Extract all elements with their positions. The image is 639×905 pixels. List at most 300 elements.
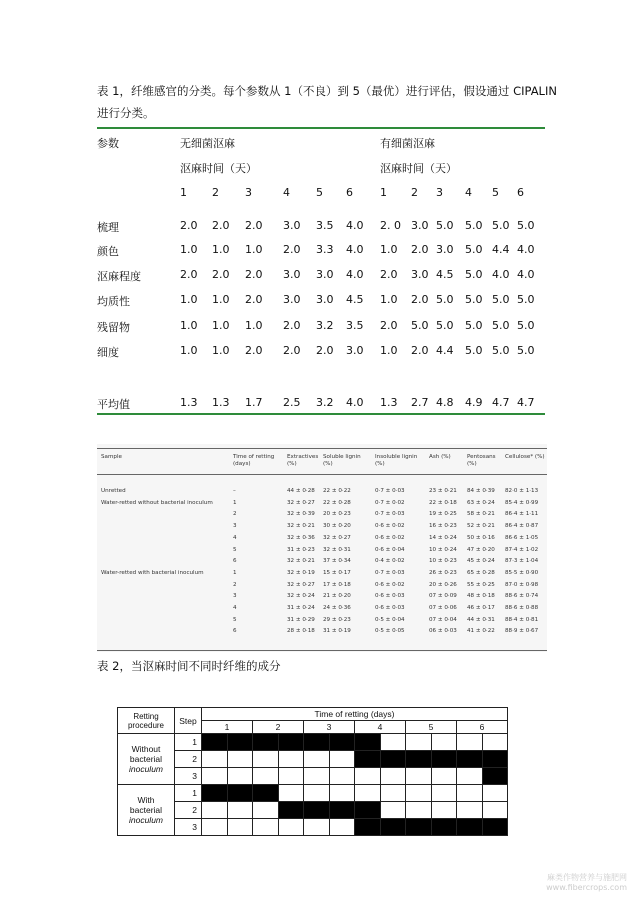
table2-time: – [233,488,236,494]
retting-cell-empty [482,802,508,819]
day-header: 2 [253,721,304,734]
retting-cell-empty [278,768,304,785]
cell-with: 5.0 [465,219,483,232]
retting-cell-empty [380,785,406,802]
cell-with: 5.0 [517,319,535,332]
retting-cell-empty [457,734,483,751]
day-header: 6 [346,186,353,199]
retting-time-label-1: 沤麻时间（天） [180,162,257,175]
step-number: 1 [175,734,202,751]
table2-cell: 87·4 ± 1·02 [505,546,539,553]
retting-cell-filled [304,734,330,751]
mean-without: 1.3 [212,396,230,409]
cell-without: 3.5 [316,219,334,232]
table2-cell: 0·6 ± 0·02 [375,523,405,530]
table2-header: Ash (%) [429,454,451,460]
table2-cell: 37 ± 0·34 [323,558,351,565]
table2-cell: 32 ± 0·27 [287,581,315,588]
table2-cell: 30 ± 0·20 [323,523,351,530]
table2-cell: 32 ± 0·21 [287,523,315,530]
mean-without: 2.5 [283,396,301,409]
mean-with: 4.7 [517,396,535,409]
table2-cell: 31 ± 0·19 [323,628,351,635]
table2-cell: 44 ± 0·31 [467,616,495,623]
cell-without: 2.0 [180,268,198,281]
table2-cell: 26 ± 0·23 [429,569,457,576]
cell-without: 1.0 [180,243,198,256]
table2-cell: 29 ± 0·23 [323,616,351,623]
row-label: 梳理 [97,221,119,234]
day-header: 1 [202,721,253,734]
table2-cell: 07 ± 0·09 [429,593,457,600]
retting-cell-empty [380,802,406,819]
table2-cell: 19 ± 0·25 [429,511,457,518]
table2-cell: 58 ± 0·21 [467,511,495,518]
cell-without: 1.0 [180,319,198,332]
retting-cell-empty [406,734,432,751]
day-header: 4 [283,186,290,199]
cell-with: 2.0 [411,243,429,256]
cell-without: 3.0 [283,293,301,306]
table2-cell: 21 ± 0·20 [323,593,351,600]
cell-with: 5.0 [465,243,483,256]
table2-cell: 0·7 ± 0·03 [375,569,405,576]
table2-cell: 50 ± 0·16 [467,534,495,541]
retting-cell-filled [380,819,406,836]
table2-label: 表 2，当沤麻时间不同时纤维的成分 [97,659,281,673]
retting-cell-filled [482,768,508,785]
cell-without: 2.0 [283,243,301,256]
cell-without: 2.0 [283,319,301,332]
retting-cell-filled [278,734,304,751]
table2-cell: 0·6 ± 0·03 [375,605,405,611]
cell-with: 2.0 [380,268,398,281]
cell-with: 4.4 [436,344,454,357]
cell-without: 3.0 [316,293,334,306]
table2-time: 3 [233,523,237,530]
table2-cell: 32 ± 0·31 [323,546,351,553]
table2-header: Pentosans (%) [467,454,496,467]
table1-bottom-rule [97,413,545,415]
table2-cell: 48 ± 0·18 [467,593,495,600]
cell-with: 4.5 [436,268,454,281]
cell-with: 5.0 [465,344,483,357]
cell-without: 3.0 [283,219,301,232]
procedure-label-line: bacterial [129,754,163,764]
table2-sample: Water-retted without bacterial inoculum [101,499,213,506]
cell-without: 1.0 [245,243,263,256]
table2-cell: 20 ± 0·23 [323,511,351,518]
cell-without: 2.0 [316,344,334,357]
procedure-label-line: inoculum [128,764,164,774]
table2-cell: 22 ± 0·18 [429,499,457,506]
table2-cell: 44 ± 0·28 [287,488,315,494]
retting-cell-empty [482,785,508,802]
row-label: 颜色 [97,245,119,258]
table2-cell: 47 ± 0·20 [467,546,495,553]
retting-cell-empty [304,751,330,768]
table2-cell: 0·6 ± 0·04 [375,546,405,553]
table2-time: 4 [233,605,237,611]
table2-cell: 45 ± 0·24 [467,558,495,565]
table2-time: 1 [233,569,237,576]
table2-time: 2 [233,581,237,588]
table2-header: Sample [101,454,122,460]
retting-cell-filled [457,751,483,768]
table2-header-rule [97,474,547,475]
day-header: 1 [180,186,187,199]
cell-without: 2.0 [245,344,263,357]
retting-cell-empty [278,819,304,836]
retting-cell-filled [304,802,330,819]
retting-cell-filled [329,734,355,751]
mean-label: 平均值 [97,398,130,411]
retting-cell-filled [457,819,483,836]
table2-cell: 10 ± 0·23 [429,558,457,565]
cell-with: 5.0 [436,319,454,332]
row-label: 均质性 [97,295,130,308]
retting-cell-empty [457,768,483,785]
day-header: 2 [212,186,219,199]
cell-with: 5.0 [436,293,454,306]
retting-cell-filled [355,734,381,751]
table2-header: Extractives (%) [287,454,319,467]
retting-cell-filled [406,819,432,836]
retting-cell-empty [329,785,355,802]
day-header: 6 [517,186,524,199]
day-header: 3 [304,721,355,734]
table2-cell: 86·6 ± 1·05 [505,534,539,541]
cell-without: 1.0 [212,319,230,332]
table2-cell: 22 ± 0·22 [323,488,351,494]
retting-procedure-header: Retting procedure [118,708,175,734]
retting-cell-empty [304,819,330,836]
cell-with: 5.0 [465,319,483,332]
table2-cell: 88·4 ± 0·81 [505,616,539,623]
table2-header: Time of retting (days) [233,454,275,467]
day-header: 2 [411,186,418,199]
group-with-bacteria: 有细菌沤麻 [380,137,435,150]
table2-cell: 55 ± 0·25 [467,581,495,588]
cell-with: 2.0 [411,293,429,306]
row-label: 沤麻程度 [97,270,141,283]
table2-cell: 31 ± 0·29 [287,616,315,623]
table2-time: 3 [233,593,237,600]
retting-cell-empty [431,768,457,785]
retting-cell-empty [380,734,406,751]
table2-cell: 23 ± 0·21 [429,488,457,494]
cell-with: 5.0 [517,219,535,232]
cell-with: 4.0 [492,268,510,281]
table2-cell: 88·6 ± 0·74 [505,593,539,600]
retting-cell-empty [202,768,228,785]
table2-cell: 0·7 ± 0·03 [375,488,405,494]
table2-cell: 16 ± 0·23 [429,523,457,530]
cell-without: 3.0 [346,344,364,357]
table2-time: 6 [233,558,237,565]
cell-without: 2.0 [283,344,301,357]
table2-cell: 87·0 ± 0·98 [505,581,539,588]
day-header: 5 [492,186,499,199]
watermark-line1: 麻类作物营养与施肥网 [547,873,627,882]
cell-without: 1.0 [180,293,198,306]
day-header: 6 [457,721,508,734]
table2-cell: 0·6 ± 0·02 [375,581,405,588]
table2-cell: 10 ± 0·24 [429,546,457,553]
cell-with: 5.0 [517,344,535,357]
retting-cell-filled [380,751,406,768]
table2-cell: 32 ± 0·24 [287,593,315,600]
procedure-label-line: With [137,795,155,805]
watermark-line2: www.fibercrops.com [546,883,627,892]
table2-cell: 0·6 ± 0·02 [375,534,405,541]
retting-cell-filled [253,734,279,751]
procedure-label-line: Without [131,744,161,754]
cell-with: 2.0 [380,319,398,332]
table2-cell: 82·0 ± 1·13 [505,488,539,494]
table2-cell: 46 ± 0·17 [467,605,495,611]
day-header: 4 [465,186,472,199]
cell-with: 4.0 [517,268,535,281]
row-label: 残留物 [97,321,130,334]
retting-cell-empty [431,734,457,751]
cell-without: 4.0 [346,219,364,232]
cell-with: 5.0 [436,219,454,232]
cell-without: 3.3 [316,243,334,256]
mean-with: 4.7 [492,396,510,409]
cell-with: 5.0 [492,344,510,357]
procedure-label-line: inoculum [128,815,164,825]
table2-sample: Water-retted with bacterial inoculum [101,569,204,576]
table1-caption-line1: 表 1，纤维感官的分类。每个参数从 1（不良）到 5（最优）进行评估，假设通过 CIPALIN [97,84,557,98]
table2-time: 5 [233,616,237,623]
table2-cell: 0·5 ± 0·04 [375,616,405,623]
retting-cell-empty [304,768,330,785]
cell-with: 5.0 [465,268,483,281]
table2-cell: 0·7 ± 0·02 [375,499,405,506]
retting-cell-empty [457,802,483,819]
mean-with: 2.7 [411,396,429,409]
table2-cell: 86·4 ± 0·87 [505,523,539,530]
table2-cell: 07 ± 0·06 [429,605,457,611]
table2-header: Insoluble lignin (%) [375,454,418,467]
table2-cell: 31 ± 0·23 [287,546,315,553]
retting-cell-filled [355,802,381,819]
retting-cell-empty [253,819,279,836]
cell-with: 1.0 [380,344,398,357]
cell-without: 3.0 [283,268,301,281]
group-without-bacteria: 无细菌沤麻 [180,137,235,150]
cell-with: 2. 0 [380,219,401,232]
retting-cell-empty [253,802,279,819]
cell-without: 4.5 [346,293,364,306]
cell-with: 3.0 [411,219,429,232]
table2-cell: 32 ± 0·27 [323,534,351,541]
retting-cell-filled [278,802,304,819]
time-of-retting-header: Time of retting (days) [202,708,508,721]
cell-without: 4.0 [346,243,364,256]
cell-without: 2.0 [245,268,263,281]
cell-with: 4.4 [492,243,510,256]
day-header: 1 [380,186,387,199]
cell-with: 1.0 [380,293,398,306]
table2-cell: 0·6 ± 0·03 [375,593,405,600]
table3 [117,707,508,836]
retting-cell-filled [406,751,432,768]
retting-cell-empty [329,819,355,836]
table2-header: Soluble lignin (%) [323,454,361,467]
table2-cell: 28 ± 0·18 [287,628,315,635]
table2-cell: 31 ± 0·24 [287,605,315,611]
procedure-label [118,785,175,836]
retting-cell-filled [227,734,253,751]
row-label: 细度 [97,346,119,359]
cell-with: 5.0 [411,319,429,332]
mean-with: 4.9 [465,396,483,409]
retting-cell-empty [406,802,432,819]
table2-cell: 14 ± 0·24 [429,534,457,541]
table2-cell: 85·5 ± 0·90 [505,569,539,576]
retting-cell-filled [431,751,457,768]
retting-cell-empty [406,785,432,802]
step-number: 1 [175,785,202,802]
step-number: 2 [175,751,202,768]
table2-cell: 84 ± 0·39 [467,488,495,494]
table2-cell: 20 ± 0·26 [429,581,457,588]
table1-caption [97,80,567,124]
table2-cell: 32 ± 0·27 [287,499,315,506]
cell-with: 5.0 [492,319,510,332]
retting-cell-empty [227,802,253,819]
retting-cell-filled [329,802,355,819]
retting-cell-filled [431,819,457,836]
table2-cell: 87·3 ± 1·04 [505,558,539,565]
retting-cell-empty [329,751,355,768]
retting-cell-empty [253,751,279,768]
retting-cell-empty [304,785,330,802]
cell-without: 2.0 [212,268,230,281]
table2-time: 2 [233,511,237,518]
retting-cell-filled [482,751,508,768]
cell-without: 1.0 [180,344,198,357]
retting-cell-empty [457,785,483,802]
cell-with: 5.0 [492,293,510,306]
retting-cell-filled [253,785,279,802]
day-header: 5 [406,721,457,734]
table2-cell: 06 ± 0·03 [429,628,457,635]
cell-without: 1.0 [245,319,263,332]
cell-without: 2.0 [245,219,263,232]
table2-cell: 88·9 ± 0·67 [505,628,539,635]
table2-cell: 32 ± 0·39 [287,511,315,518]
step-number: 3 [175,819,202,836]
retting-cell-empty [355,785,381,802]
cell-without: 3.2 [316,319,334,332]
mean-with: 4.8 [436,396,454,409]
param-header: 参数 [97,137,119,150]
cell-with: 5.0 [517,293,535,306]
day-header: 5 [316,186,323,199]
table2-cell: 65 ± 0·28 [467,569,495,576]
retting-cell-empty [253,768,279,785]
cell-without: 1.0 [212,243,230,256]
retting-cell-empty [227,819,253,836]
retting-cell-empty [431,802,457,819]
retting-cell-empty [406,768,432,785]
mean-without: 4.0 [346,396,364,409]
mean-without: 1.3 [180,396,198,409]
retting-cell-empty [482,734,508,751]
cell-without: 1.0 [212,293,230,306]
cell-without: 4.0 [346,268,364,281]
retting-cell-filled [355,819,381,836]
table2-cell: 41 ± 0·22 [467,628,495,635]
cell-with: 3.0 [436,243,454,256]
procedure-label [118,734,175,785]
table2-time: 6 [233,628,237,635]
retting-cell-empty [202,802,228,819]
table2-cell: 24 ± 0·36 [323,605,351,611]
retting-cell-empty [227,768,253,785]
cell-without: 3.0 [316,268,334,281]
cell-with: 2.0 [411,344,429,357]
table2-cell: 0·5 ± 0·05 [375,628,405,635]
retting-cell-empty [202,751,228,768]
table2-cell: 22 ± 0·28 [323,499,351,506]
retting-cell-empty [278,785,304,802]
table2-cell: 32 ± 0·21 [287,558,315,565]
mean-without: 3.2 [316,396,334,409]
retting-cell-empty [380,768,406,785]
cell-with: 3.0 [411,268,429,281]
table2-cell: 32 ± 0·19 [287,569,315,576]
day-header: 3 [436,186,443,199]
retting-cell-filled [202,785,228,802]
retting-cell-empty [431,785,457,802]
step-number: 3 [175,768,202,785]
step-number: 2 [175,802,202,819]
table2-cell: 85·4 ± 0·99 [505,499,539,506]
day-header: 4 [355,721,406,734]
table2-cell: 52 ± 0·21 [467,523,495,530]
cell-without: 2.0 [180,219,198,232]
day-header: 3 [245,186,252,199]
retting-cell-filled [227,785,253,802]
table2-cell: 63 ± 0·24 [467,499,495,506]
table2-time: 1 [233,499,237,506]
retting-cell-empty [227,751,253,768]
cell-with: 5.0 [465,293,483,306]
table2-time: 5 [233,546,237,553]
cell-with: 4.0 [517,243,535,256]
table2-bottom-rule [97,650,547,651]
mean-with: 1.3 [380,396,398,409]
table2-cell: 07 ± 0·04 [429,616,457,623]
retting-cell-empty [355,768,381,785]
retting-cell-filled [355,751,381,768]
table2-cell: 17 ± 0·18 [323,581,351,588]
table2-top-rule [97,448,547,449]
watermark [546,873,627,893]
table2-time: 4 [233,534,237,541]
mean-without: 1.7 [245,396,263,409]
cell-without: 2.0 [212,219,230,232]
table1-caption-line2: 进行分类。 [97,106,155,120]
cell-with: 1.0 [380,243,398,256]
table2-cell: 86·4 ± 1·11 [505,511,539,518]
retting-cell-empty [278,751,304,768]
retting-cell-filled [482,819,508,836]
